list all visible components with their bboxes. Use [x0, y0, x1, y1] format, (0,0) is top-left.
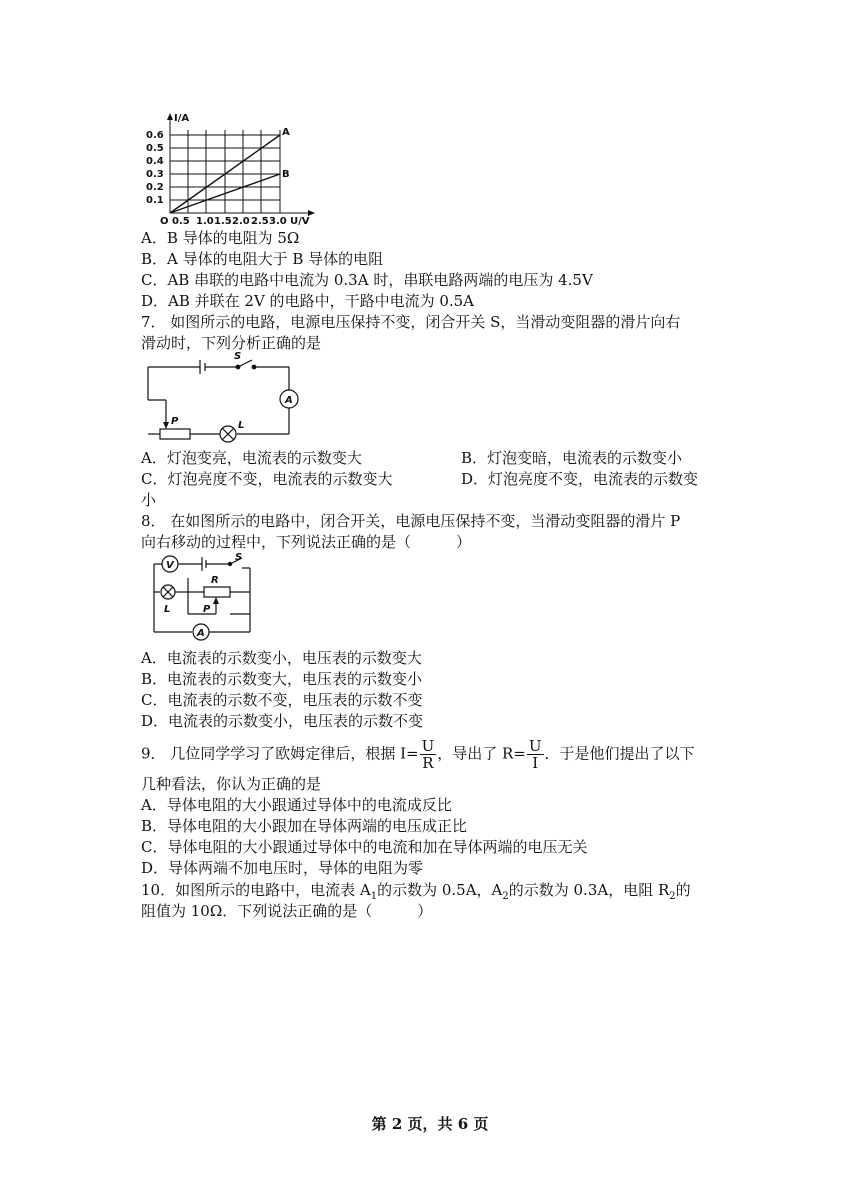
q7-label-switch: S: [234, 352, 242, 362]
q7-label-ammeter: A: [285, 395, 293, 406]
q7-option-b: B．灯泡变暗，电流表的示数变小: [461, 449, 683, 467]
fraction-numerator: U: [421, 737, 435, 755]
subscript: 1: [370, 891, 378, 902]
q7-circuit-diagram: [138, 352, 308, 444]
x-tick: 1.0: [196, 216, 214, 227]
q8-label-lamp: L: [164, 604, 171, 615]
q8-stem: 8． 在如图所示的电路中，闭合开关，电源电压保持不变，当滑动变阻器的滑片 P: [141, 512, 681, 530]
q7-label-lamp: L: [238, 420, 245, 431]
y-tick: 0.1: [146, 195, 164, 206]
q8-option-d: D．电流表的示数变小，电压表的示数不变: [141, 712, 424, 730]
y-tick: 0.5: [146, 143, 164, 154]
fraction-denominator: I: [532, 754, 539, 772]
q6-option-d: D．AB 并联在 2V 的电路中，干路中电流为 0.5A: [141, 292, 475, 310]
line-a-label: A: [282, 127, 290, 138]
line-b-label: B: [282, 169, 290, 180]
origin-label: O: [160, 216, 169, 227]
q10-text: 的: [675, 881, 691, 899]
q10-text: 的示数为 0.5A，A: [377, 881, 503, 899]
q9-stem: [141, 738, 695, 771]
q9-option-a: A．导体电阻的大小跟通过导体中的电流成反比: [141, 796, 452, 814]
x-tick: 2.0: [232, 216, 250, 227]
rheostat-symbol: [160, 429, 190, 439]
q8-label-voltmeter: V: [166, 560, 174, 571]
q8-stem-cont: 向右移动的过程中，下列说法正确的是（ ）: [141, 533, 472, 551]
q6-option-b: B．A 导体的电阻大于 B 导体的电阻: [141, 250, 384, 268]
q9-option-c: C．导体电阻的大小跟通过导体中的电流和加在导体两端的电压无关: [141, 838, 588, 856]
q7-option-c: C．灯泡亮度不变，电流表的示数变大: [141, 470, 393, 488]
q10-text: 的示数为 0.3A，电阻 R: [508, 881, 670, 899]
x-tick: 1.5: [214, 216, 232, 227]
fraction-denominator: R: [422, 754, 434, 772]
q8-option-b: B．电流表的示数变大，电压表的示数变小: [141, 670, 423, 688]
y-tick: 0.6: [146, 130, 164, 141]
q9-stem-part2: ，导出了 R=: [437, 744, 526, 763]
iu-graph: [140, 110, 320, 228]
q6-option-a: A．B 导体的电阻为 5Ω: [141, 229, 300, 247]
q7-option-a: A．灯泡变亮，电流表的示数变大: [141, 449, 362, 467]
q7-option-d: D．灯泡亮度不变，电流表的示数变: [461, 470, 699, 488]
rheostat-symbol: [204, 587, 230, 597]
q10-text: 10．如图所示的电路中，电流表 A: [141, 881, 371, 899]
x-tick: 3.0: [269, 216, 287, 227]
q7-label-slider: P: [171, 416, 179, 427]
y-tick: 0.4: [146, 156, 164, 167]
q8-label-slider: P: [203, 604, 211, 615]
fraction-u-over-r: [420, 738, 437, 771]
q9-stem-part1: 9． 几位同学学习了欧姆定律后，根据 I=: [141, 744, 419, 763]
q6-option-c: C．AB 串联的电路中电流为 0.3A 时，串联电路两端的电压为 4.5V: [141, 271, 593, 289]
q7-option-d-wrap: 小: [141, 491, 157, 509]
q7-stem: 7． 如图所示的电路，电源电压保持不变，闭合开关 S，当滑动变阻器的滑片向右: [141, 313, 681, 331]
q8-label-resistor: R: [211, 575, 219, 586]
y-axis-arrow: [167, 113, 173, 120]
q7-stem-cont: 滑动时，下列分析正确的是: [141, 334, 322, 352]
q9-option-b: B．导体电阻的大小跟加在导体两端的电压成正比: [141, 817, 468, 835]
subscript: 2: [502, 891, 509, 902]
q8-label-switch: S: [235, 552, 243, 563]
q8-option-a: A．电流表的示数变小，电压表的示数变大: [141, 649, 422, 667]
y-tick: 0.2: [146, 182, 164, 193]
q9-stem-part3: ．于是他们提出了以下: [544, 744, 695, 763]
fraction-u-over-i: [527, 738, 544, 771]
y-tick: 0.3: [146, 169, 164, 180]
x-tick: 2.5: [251, 216, 269, 227]
y-axis-label: I/A: [174, 113, 190, 124]
q8-circuit-diagram: [140, 552, 260, 642]
q9-option-d: D．导体两端不加电压时，导体的电阻为零: [141, 859, 424, 877]
q8-option-c: C．电流表的示数不变，电压表的示数不变: [141, 691, 423, 709]
x-axis-label: U/V: [290, 216, 310, 227]
x-tick: 0.5: [172, 216, 190, 227]
q8-label-ammeter: A: [197, 628, 205, 639]
fraction-numerator: U: [528, 737, 542, 755]
q10-stem-cont: 阻值为 10Ω．下列说法正确的是（ ）: [141, 902, 433, 920]
q9-stem-cont: 几种看法，你认为正确的是: [141, 775, 322, 793]
subscript: 2: [669, 891, 676, 902]
page-footer: 第 2 页，共 6 页: [371, 1115, 489, 1133]
